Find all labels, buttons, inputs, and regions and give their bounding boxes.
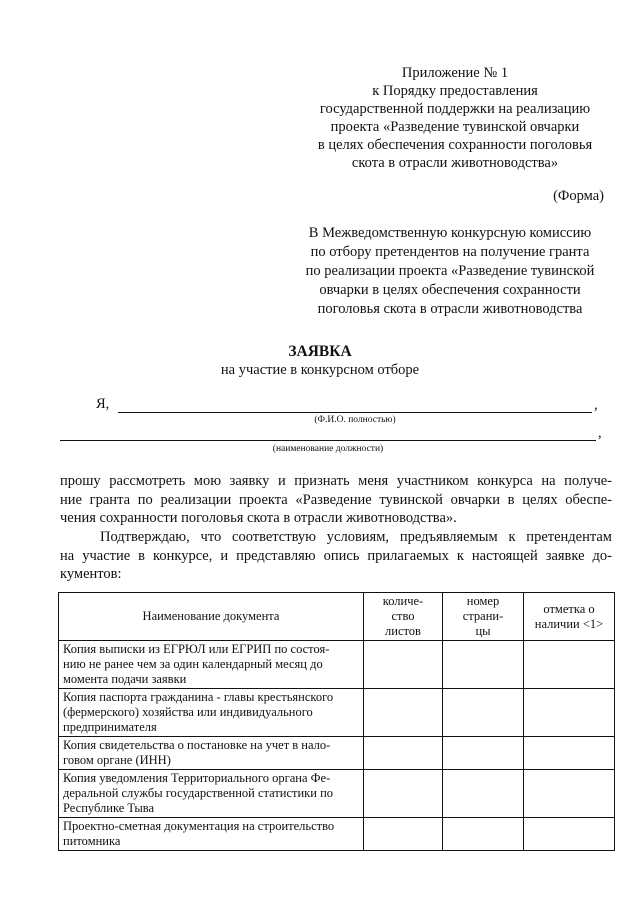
addressee-line: по реализации проекта «Разведение тувинской — [305, 263, 595, 279]
position-field-line[interactable] — [60, 440, 596, 441]
addressee-line: В Межведомственную конкурсную комиссию — [308, 225, 592, 241]
cell-line: момента подачи заявки — [63, 672, 187, 686]
sheet-count-cell[interactable] — [364, 818, 443, 851]
document-name-cell — [59, 818, 364, 851]
header-text: цы — [475, 624, 491, 638]
paragraph-line: на участие в конкурсе, и представляю опись прилагаемых к настоящей заявке до- — [60, 547, 612, 564]
confirm-paragraph — [60, 528, 612, 584]
header-page-number — [443, 593, 524, 641]
appendix-header — [300, 64, 610, 172]
appendix-line: в целях обеспечения сохранности поголовья — [317, 137, 593, 153]
table-row — [59, 641, 615, 689]
document-subtitle: на участие в конкурсном отборе — [220, 362, 420, 378]
addressee-line: по отбору претендентов на получение гранта — [310, 244, 590, 260]
header-presence-mark — [524, 593, 615, 641]
position-hint: (наименование должности) — [272, 444, 384, 454]
header-sheet-count — [364, 593, 443, 641]
cell-line: Республике Тыва — [63, 801, 155, 815]
page-number-cell[interactable] — [443, 737, 524, 770]
header-text: отметка о — [543, 601, 595, 616]
cell-line: Копия выписки из ЕГРЮЛ или ЕГРИП по состоя- — [63, 642, 330, 656]
presence-mark-cell[interactable] — [524, 689, 615, 737]
document-name-cell — [59, 770, 364, 818]
sheet-count-cell[interactable] — [364, 737, 443, 770]
presence-mark-cell[interactable] — [524, 818, 615, 851]
fio-hint: (Ф.И.О. полностью) — [314, 415, 396, 425]
header-text: ство — [391, 609, 415, 623]
document-name-cell — [59, 641, 364, 689]
table-row — [59, 689, 615, 737]
addressee-line: поголовья скота в отрасли животноводства — [317, 301, 583, 317]
header-text: листов — [385, 624, 421, 638]
presence-mark-cell[interactable] — [524, 641, 615, 689]
paragraph-line: прошу рассмотреть мою заявку и признать меня участником конкурса на получе- — [60, 473, 612, 489]
cell-line: питомника — [63, 834, 121, 848]
cell-line: деральной службы государственной статистики по — [63, 786, 334, 800]
cell-line: нию не ранее чем за один календарный месяц до — [63, 657, 323, 671]
cell-line: (фермерского) хозяйства или индивидуального — [63, 705, 313, 719]
document-name-cell — [59, 689, 364, 737]
page-number-cell[interactable] — [443, 818, 524, 851]
sheet-count-cell[interactable] — [364, 641, 443, 689]
fio-comma: , — [594, 397, 598, 413]
header-document-name: Наименование документа — [59, 593, 364, 641]
table-row — [59, 818, 615, 851]
cell-line: предпринимателя — [63, 720, 157, 734]
page-number-cell[interactable] — [443, 770, 524, 818]
header-text: количе- — [382, 594, 424, 608]
header-text: номер — [466, 594, 500, 608]
document-title: ЗАЯВКА — [288, 343, 352, 360]
page-number-cell[interactable] — [443, 641, 524, 689]
page-number-cell[interactable] — [443, 689, 524, 737]
paragraph-line: чения сохранности поголовья скота в отрасли животноводства». — [60, 510, 457, 526]
cell-line: Копия свидетельства о постановке на учет в нало- — [63, 738, 331, 752]
documents-table — [58, 592, 615, 851]
addressee-block — [290, 224, 610, 319]
presence-mark-cell[interactable] — [524, 737, 615, 770]
paragraph-line: ние гранта по реализации проекта «Разведение тувинской овчарки в целях обеспе- — [60, 491, 612, 508]
paragraph-line: Подтверждаю, что соответствую условиям, предъявляемым к претендентам — [100, 529, 612, 545]
form-label: (Форма) — [553, 188, 604, 204]
presence-mark-cell[interactable] — [524, 770, 615, 818]
appendix-line: скота в отрасли животноводства» — [351, 155, 559, 171]
fio-field-line[interactable] — [118, 412, 592, 413]
cell-line: Копия уведомления Территориального органа Фе- — [63, 771, 331, 785]
ya-label: Я, — [96, 396, 110, 412]
table-header-row — [59, 593, 615, 641]
document-name-cell — [59, 737, 364, 770]
addressee-line: овчарки в целях обеспечения сохранности — [319, 282, 581, 298]
request-paragraph — [60, 472, 612, 528]
cell-line: говом органе (ИНН) — [63, 753, 171, 767]
table-row — [59, 770, 615, 818]
appendix-line: проекта «Разведение тувинской овчарки — [330, 119, 580, 135]
header-text: наличии <1> — [534, 616, 604, 631]
cell-line: Проектно-сметная документация на строительство — [63, 819, 335, 833]
header-text: страни- — [462, 609, 504, 623]
appendix-line: к Порядку предоставления — [372, 83, 538, 99]
sheet-count-cell[interactable] — [364, 770, 443, 818]
paragraph-line: кументов: — [60, 566, 122, 582]
sheet-count-cell[interactable] — [364, 689, 443, 737]
position-comma: , — [598, 425, 602, 441]
table-row — [59, 737, 615, 770]
appendix-line: государственной поддержки на реализацию — [319, 101, 591, 117]
cell-line: Копия паспорта гражданина - главы крестьянского — [63, 690, 334, 704]
appendix-line: Приложение № 1 — [401, 65, 509, 81]
